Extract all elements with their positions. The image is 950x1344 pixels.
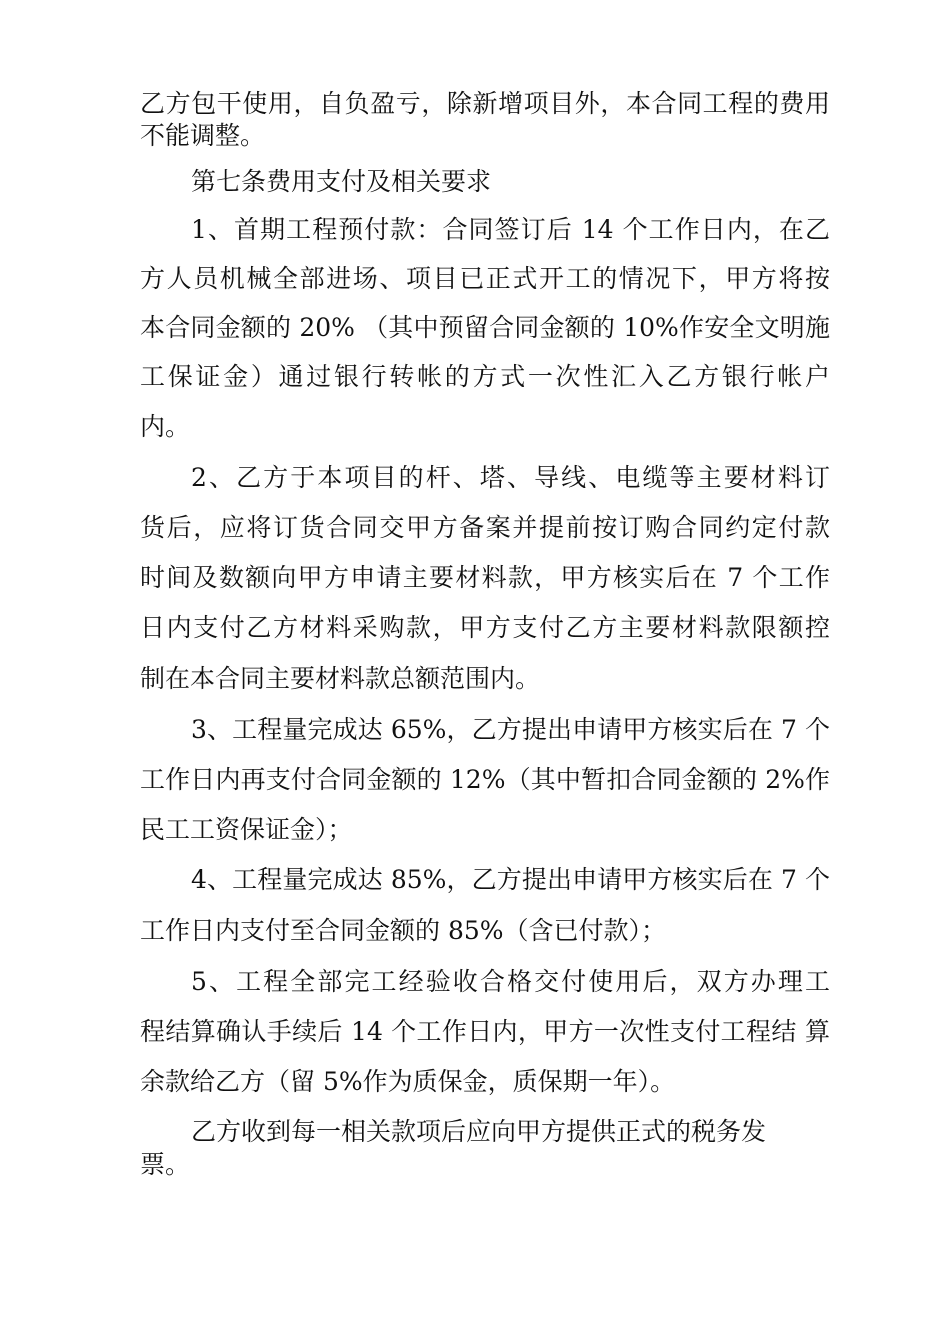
text-line: 工作日内支付至合同金额的 85%（含已付款）； [140,916,667,945]
text-line: 工作日内再支付合同金额的 12%（其中暂扣合同金额的 2%作 [140,765,830,794]
text-line: 程结算确认手续后 14 个工作日内，甲方一次性支付工程结 算 [140,1017,830,1046]
text-line: 5、工程全部完工经验收合格交付使用后，双方办理工 [191,967,830,996]
text-line: 乙方包干使用，自负盈亏，除新增项目外，本合同工程的费用 [140,89,830,118]
text-line: 内。 [140,412,191,441]
text-line: 余款给乙方（留 5%作为质保金，质保期一年）。 [140,1067,676,1096]
text-line: 4、工程量完成达 85%，乙方提出申请甲方核实后在 7 个 [191,865,830,894]
text-line: 不能调整。 [140,121,266,150]
text-line: 工保证金）通过银行转帐的方式一次性汇入乙方银行帐户 [140,362,830,391]
text-line: 3、工程量完成达 65%，乙方提出申请甲方核实后在 7 个 [191,715,830,744]
text-line: 2、乙方于本项目的杆、塔、导线、电缆等主要材料订 [191,463,830,492]
text-line: 时间及数额向甲方申请主要材料款，甲方核实后在 7 个工作 [140,563,830,592]
text-line: 1、首期工程预付款：合同签订后 14 个工作日内，在乙 [191,215,830,244]
text-line: 货后，应将订货合同交甲方备案并提前按订购合同约定付款 [140,513,830,542]
text-line: 方人员机械全部进场、项目已正式开工的情况下，甲方将按 [140,264,830,293]
text-line: 本合同金额的 20% （其中预留合同金额的 10%作安全文明施 [140,313,830,342]
text-line: 乙方收到每一相关款项后应向甲方提供正式的税务发 [191,1117,767,1146]
text-line: 票。 [140,1150,191,1179]
text-line: 民工工资保证金）； [140,815,353,844]
text-line: 制在本合同主要材料款总额范围内。 [140,664,541,693]
text-line: 日内支付乙方材料采购款，甲方支付乙方主要材料款限额控 [140,613,830,642]
section-heading: 第七条费用支付及相关要求 [191,167,492,196]
